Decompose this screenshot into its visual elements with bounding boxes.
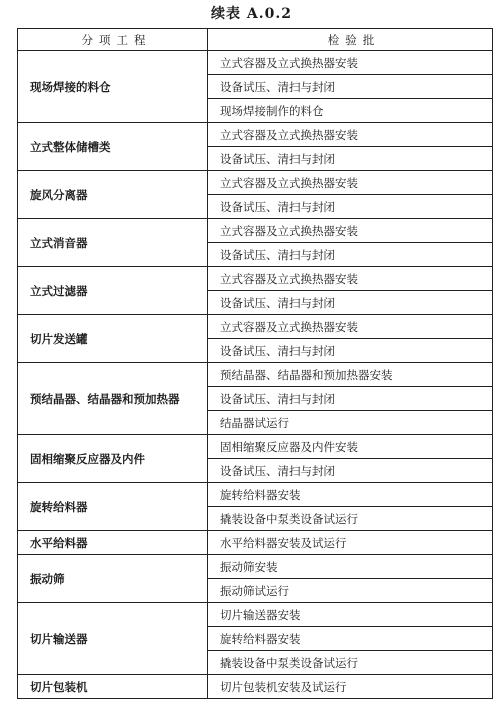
inspection-lot-cell: 固相缩聚反应器及内件安装: [208, 435, 493, 459]
inspection-table: [17, 28, 493, 699]
inspection-lot-cell: 设备试压、清扫与封闭: [208, 75, 493, 99]
table-row: [18, 219, 493, 243]
inspection-lot-cell: 立式容器及立式换热器安装: [208, 51, 493, 75]
inspection-lot-cell: 立式容器及立式换热器安装: [208, 123, 493, 147]
subitem-project-cell: 切片输送器: [18, 603, 208, 675]
inspection-lot-cell: 设备试压、清扫与封闭: [208, 459, 493, 483]
subitem-project-cell: 固相缩聚反应器及内件: [18, 435, 208, 483]
subitem-project-cell: 立式整体储槽类: [18, 123, 208, 171]
inspection-lot-cell: 振动筛安装: [208, 555, 493, 579]
subitem-project-cell: 振动筛: [18, 555, 208, 603]
inspection-lot-cell: 振动筛试运行: [208, 579, 493, 603]
header-inspection-lot: 检验批: [208, 29, 493, 51]
table-row: [18, 51, 493, 75]
table-title: 续表 A.0.2: [211, 6, 292, 22]
subitem-project-cell: 切片发送罐: [18, 315, 208, 363]
table-row: [18, 531, 493, 555]
inspection-lot-cell: 立式容器及立式换热器安装: [208, 267, 493, 291]
subitem-project-cell: 现场焊接的料仓: [18, 51, 208, 123]
inspection-lot-cell: 预结晶器、结晶器和预加热器安装: [208, 363, 493, 387]
table-row: [18, 675, 493, 699]
table-row: [18, 435, 493, 459]
inspection-lot-cell: 旋转给料器安装: [208, 483, 493, 507]
inspection-lot-cell: 设备试压、清扫与封闭: [208, 147, 493, 171]
inspection-lot-cell: 设备试压、清扫与封闭: [208, 339, 493, 363]
inspection-lot-cell: 撬装设备中泵类设备试运行: [208, 651, 493, 675]
inspection-lot-cell: 旋转给料器安装: [208, 627, 493, 651]
subitem-project-cell: 旋转给料器: [18, 483, 208, 531]
table-row: [18, 363, 493, 387]
inspection-lot-cell: 结晶器试运行: [208, 411, 493, 435]
subitem-project-cell: 立式过滤器: [18, 267, 208, 315]
table-row: [18, 555, 493, 579]
table-row: [18, 483, 493, 507]
inspection-lot-cell: 撬装设备中泵类设备试运行: [208, 507, 493, 531]
table-header-row: [18, 29, 493, 51]
inspection-lot-cell: 立式容器及立式换热器安装: [208, 315, 493, 339]
table-body: [18, 51, 493, 699]
subitem-project-cell: 旋风分离器: [18, 171, 208, 219]
inspection-lot-cell: 设备试压、清扫与封闭: [208, 387, 493, 411]
inspection-lot-cell: 切片输送器安装: [208, 603, 493, 627]
table-row: [18, 123, 493, 147]
table-row: [18, 267, 493, 291]
subitem-project-cell: 立式消音器: [18, 219, 208, 267]
table-row: [18, 171, 493, 195]
inspection-lot-cell: 现场焊接制作的料仓: [208, 99, 493, 123]
table-row: [18, 315, 493, 339]
inspection-lot-cell: 水平给料器安装及试运行: [208, 531, 493, 555]
table-row: [18, 603, 493, 627]
inspection-lot-cell: 设备试压、清扫与封闭: [208, 195, 493, 219]
inspection-lot-cell: 立式容器及立式换热器安装: [208, 219, 493, 243]
inspection-lot-cell: 立式容器及立式换热器安装: [208, 171, 493, 195]
header-subitem-project: 分项工程: [18, 29, 208, 51]
subitem-project-cell: 水平给料器: [18, 531, 208, 555]
inspection-lot-cell: 切片包装机安装及试运行: [208, 675, 493, 699]
subitem-project-cell: 切片包装机: [18, 675, 208, 699]
inspection-lot-cell: 设备试压、清扫与封闭: [208, 243, 493, 267]
inspection-lot-cell: 设备试压、清扫与封闭: [208, 291, 493, 315]
subitem-project-cell: 预结晶器、结晶器和预加热器: [18, 363, 208, 435]
